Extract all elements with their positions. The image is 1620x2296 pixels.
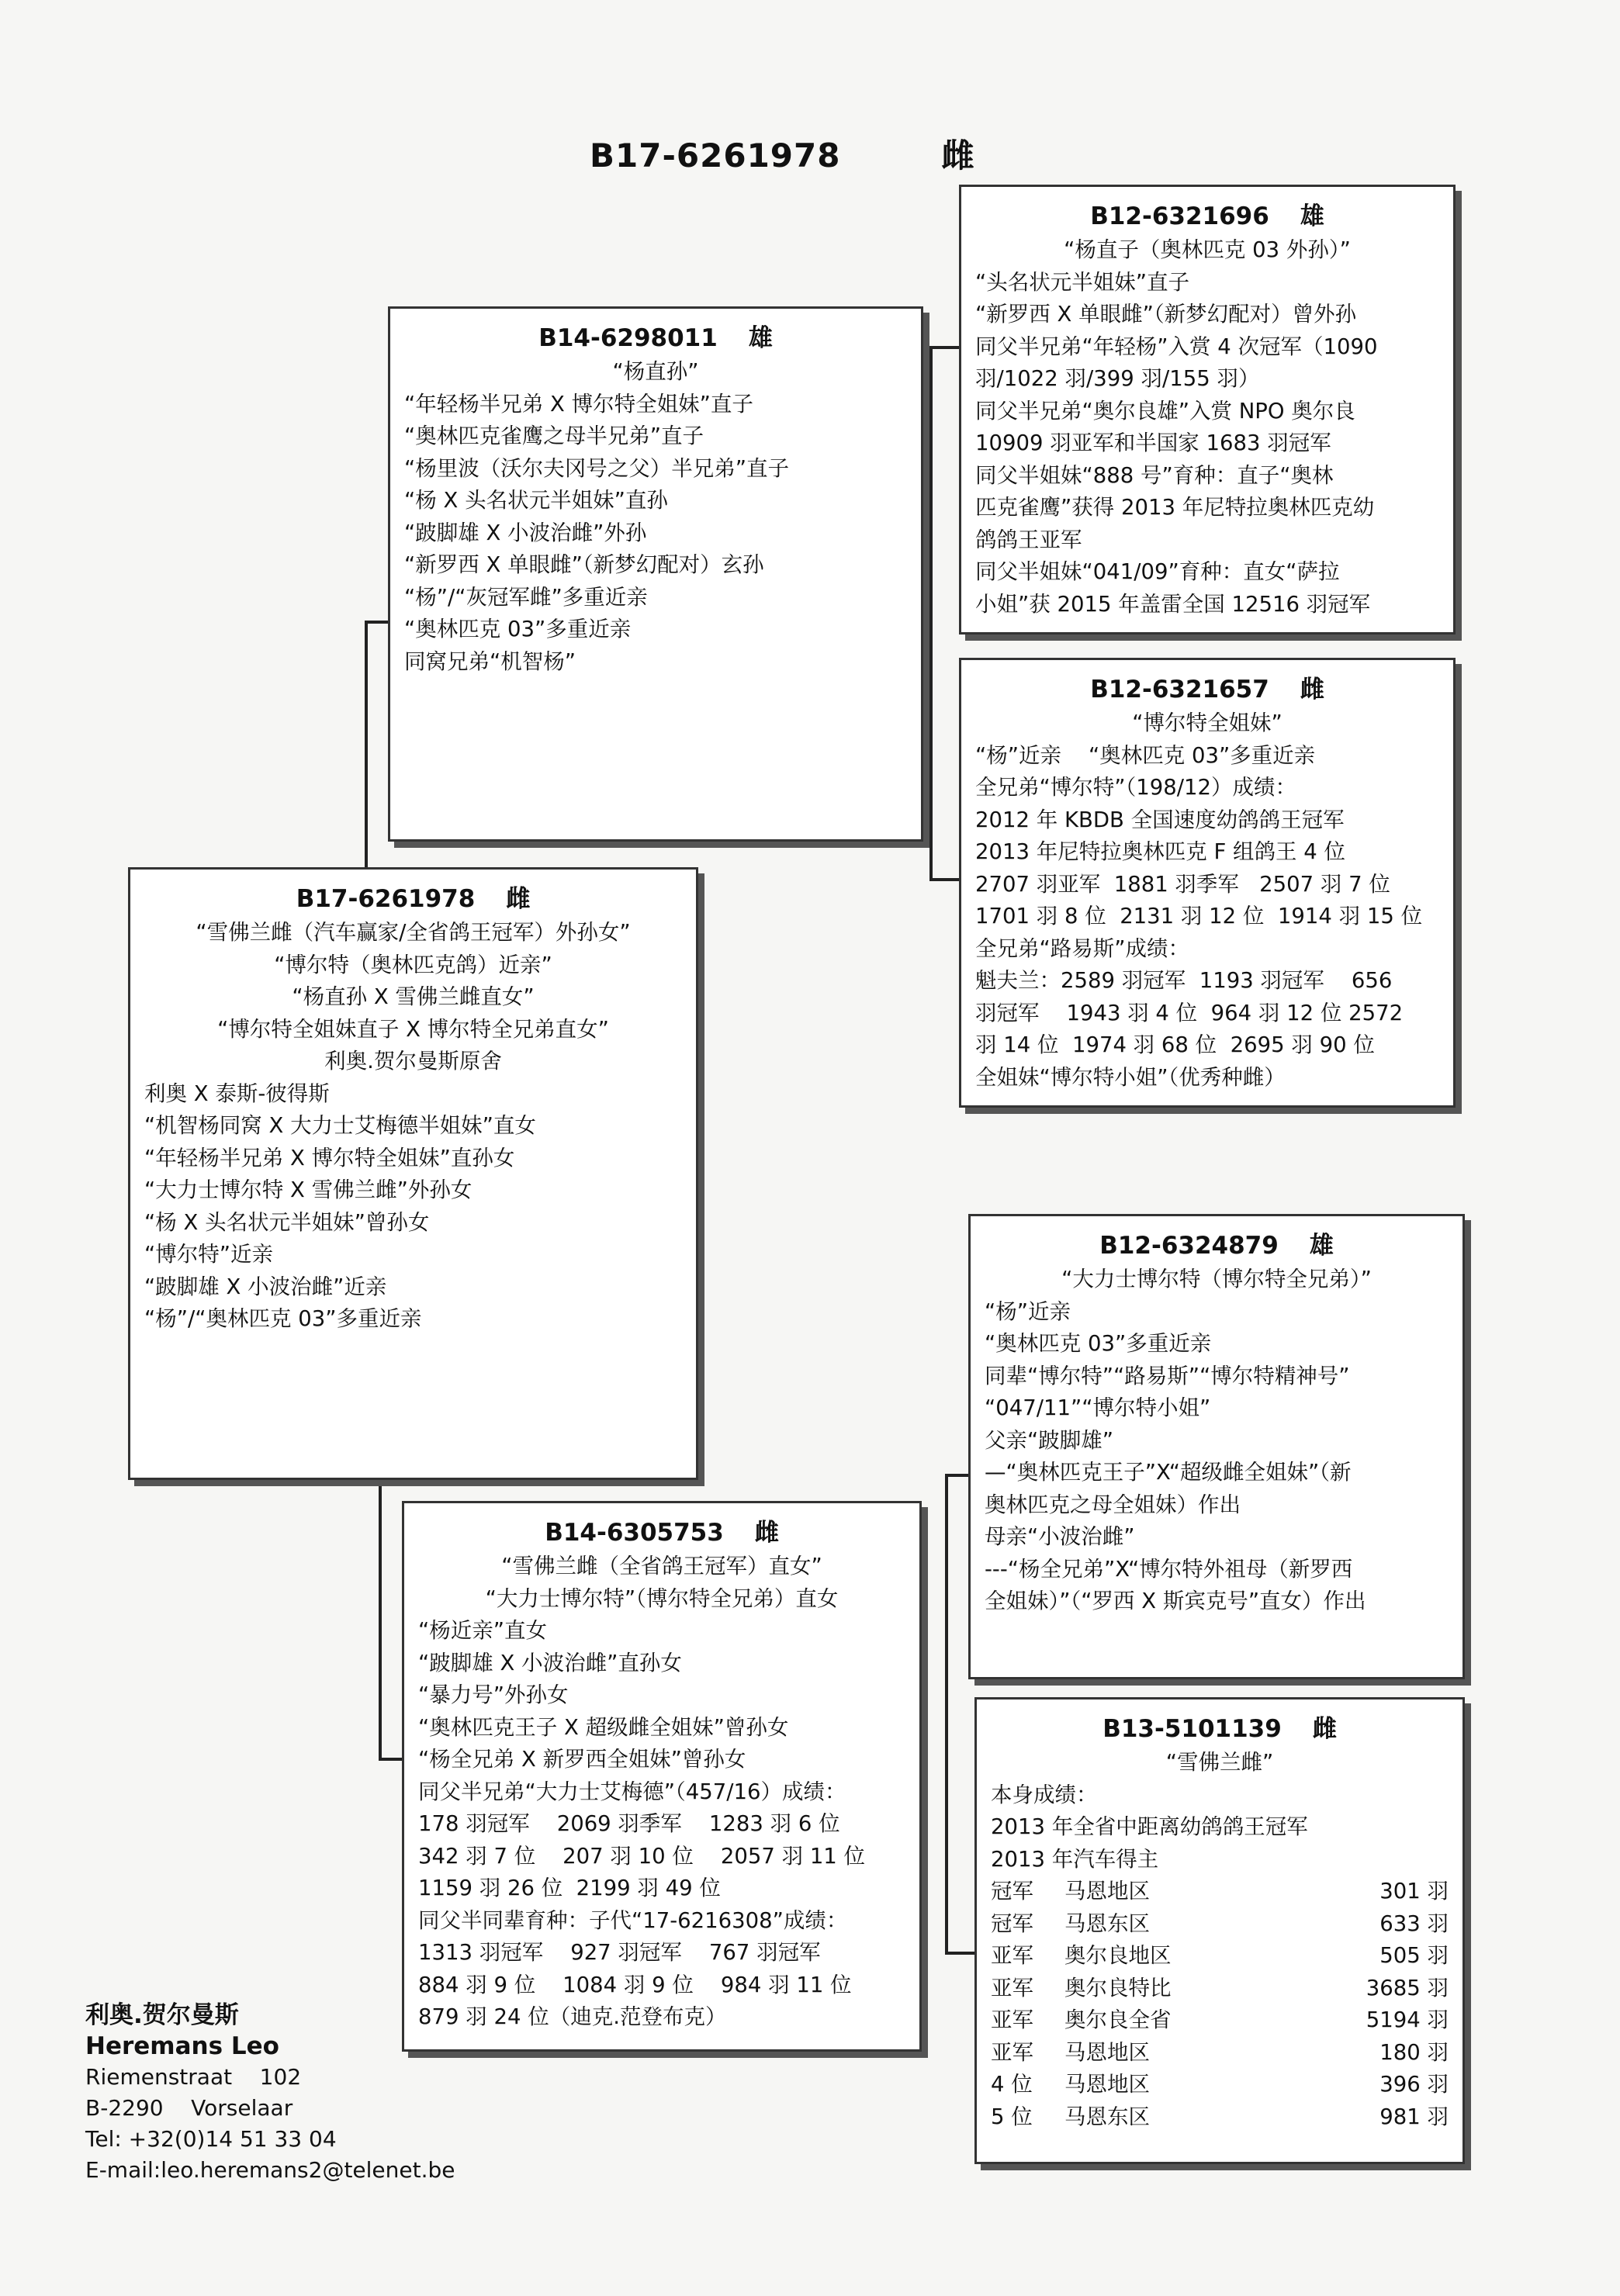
dd-line: 2013 年全省中距离幼鸽鸽王冠军 (991, 1814, 1308, 1839)
ds-header (985, 1226, 1449, 1260)
dd-line: 本身成绩： (991, 1782, 1098, 1807)
main-sex: 雌 (506, 885, 531, 913)
dd-ring: B13-5101139 (1102, 1715, 1282, 1743)
ss-line: 同父半姐妹“041/09”育种：直女“萨拉 (975, 559, 1340, 584)
sd-line: 全兄弟“路易斯”成绩： (975, 935, 1189, 961)
dam-ring: B14-6305753 (545, 1519, 724, 1547)
connector (945, 1474, 948, 1955)
main-line: 利奥 X 泰斯-彼得斯 (144, 1081, 330, 1106)
main-line: “年轻杨半兄弟 X 博尔特全姐妹”直孙女 (144, 1145, 515, 1170)
ss-ring: B12-6321696 (1090, 202, 1269, 230)
dam-line: 1313 羽冠军 927 羽冠军 767 羽冠军 (418, 1940, 821, 1965)
ds-line: 奥林匹克之母全姐妹）作出 (985, 1492, 1241, 1517)
sd-line: 2013 年尼特拉奥林匹克 F 组鸽王 4 位 (975, 839, 1346, 864)
main-line: “杨 X 头名状元半姐妹”曾孙女 (144, 1209, 430, 1235)
phone: Tel: +32(0)14 51 33 04 (85, 2126, 337, 2152)
dam-line: 879 羽 24 位（迪克.范登布克） (418, 2004, 727, 2029)
title-ring: B17-6261978 (590, 137, 841, 175)
dam-sire-box (968, 1214, 1465, 1679)
ds-sex: 雄 (1309, 1232, 1334, 1260)
ss-line: “头名状元半姐妹”直子 (975, 269, 1189, 295)
ds-line: “047/11”“博尔特小姐” (985, 1395, 1211, 1420)
ds-line: 母亲“小波治雌” (985, 1524, 1135, 1549)
dd-header (991, 1709, 1449, 1744)
sd-line: 全姐妹“博尔特小姐”（优秀种雌） (975, 1064, 1286, 1090)
dam-line: 同父半兄弟“大力士艾梅德”（457/16）成绩： (418, 1779, 846, 1804)
ss-line: 同父半兄弟“年轻杨”入赏 4 次冠军（1090 (975, 334, 1378, 359)
main-line: 利奥.贺尔曼斯原舍 (324, 1049, 502, 1074)
dd-result-row: 5 位 马恩东区 981 羽 (991, 2104, 1449, 2129)
ss-line: 10909 羽亚军和半国家 1683 羽冠军 (975, 430, 1331, 455)
main-ring: B17-6261978 (296, 885, 476, 913)
connector (365, 621, 368, 877)
ss-line: 同父半兄弟“奥尔良雄”入赏 NPO 奥尔良 (975, 398, 1355, 424)
sd-sex: 雌 (1300, 676, 1324, 704)
ss-line: 小姐”获 2015 年盖雷全国 12516 羽冠军 (975, 591, 1371, 617)
dd-result-row: 亚军 奥尔良地区 505 羽 (991, 1943, 1449, 1968)
ss-header (975, 196, 1439, 231)
address-street: Riemenstraat 102 (85, 2064, 302, 2090)
dam-line: 342 羽 7 位 207 羽 10 位 2057 羽 11 位 (418, 1843, 866, 1869)
dam-line: “杨全兄弟 X 新罗西全姐妹”曾孙女 (418, 1747, 746, 1772)
ss-line: “杨直子（奥林匹克 03 外孙）” (1064, 237, 1351, 262)
connector (379, 1474, 382, 1761)
ss-line: 匹克雀鹰”获得 2013 年尼特拉奥林匹克幼 (975, 495, 1375, 520)
dam-line: 1159 羽 26 位 2199 羽 49 位 (418, 1876, 721, 1900)
dam-line: 178 羽冠军 2069 羽季军 1283 羽 6 位 (418, 1811, 840, 1836)
main-line: “杨”/“奥林匹克 03”多重近亲 (144, 1306, 422, 1331)
main-header (144, 879, 682, 914)
sire-line: “年轻杨半兄弟 X 博尔特全姐妹”直子 (404, 391, 753, 417)
sire-line: “杨直孙” (612, 359, 699, 384)
main-line: “博尔特（奥林匹克鸽）近亲” (274, 952, 552, 977)
connector (929, 346, 933, 881)
sire-line: “新罗西 X 单眼雌”（新梦幻配对）玄孙 (404, 552, 764, 577)
dam-box (402, 1501, 922, 2052)
connector (945, 1474, 968, 1477)
main-line: “博尔特全姐妹直子 X 博尔特全兄弟直女” (217, 1016, 609, 1042)
connector (379, 1758, 402, 1761)
ds-line: 同辈“博尔特”“路易斯”“博尔特精神号” (985, 1363, 1350, 1388)
page-title (590, 130, 974, 177)
dam-line: 同父半同辈育种：子代“17-6216308”成绩： (418, 1907, 848, 1933)
dd-result-row: 亚军 马恩地区 180 羽 (991, 2039, 1449, 2065)
ss-line: 羽/1022 羽/399 羽/155 羽） (975, 366, 1260, 391)
email: E-mail:leo.heremans2@telenet.be (85, 2157, 455, 2183)
main-line: “大力士博尔特 X 雪佛兰雌”外孙女 (144, 1177, 472, 1202)
sire-ring: B14-6298011 (538, 324, 718, 352)
sire-header (404, 318, 907, 353)
dd-result-row: 4 位 马恩地区 396 羽 (991, 2072, 1449, 2097)
ss-line: 同父半姐妹“888 号”育种：直子“奥林 (975, 462, 1334, 488)
breeder-name-en: Heremans Leo (85, 2032, 279, 2060)
sd-line: 全兄弟“博尔特”（198/12）成绩： (975, 775, 1296, 800)
sd-line: “博尔特全姐妹” (1132, 711, 1282, 735)
sd-line: 1701 羽 8 位 2131 羽 12 位 1914 羽 15 位 (975, 904, 1423, 928)
main-line: “雪佛兰雌（汽车赢家/全省鸽王冠军）外孙女” (196, 920, 631, 945)
dam-line: “大力士博尔特”（博尔特全兄弟）直女 (485, 1585, 839, 1611)
dd-result-row: 亚军 奥尔良特比 3685 羽 (991, 1975, 1449, 2000)
sire-dam-box (959, 658, 1456, 1108)
ds-line: —“奥林匹克王子”X“超级雌全姐妹”（新 (985, 1460, 1352, 1485)
connector (945, 1952, 974, 1955)
sd-line: 2012 年 KBDB 全国速度幼鸽鸽王冠军 (975, 807, 1345, 832)
sire-line: “杨”/“灰冠军雌”多重近亲 (404, 584, 648, 610)
sire-line: “跛脚雄 X 小波治雌”外孙 (404, 520, 647, 545)
dam-line: “雪佛兰雌（全省鸽王冠军）直女” (501, 1554, 822, 1578)
connector (929, 346, 959, 349)
sd-line: 羽冠军 1943 羽 4 位 964 羽 12 位 2572 (975, 1000, 1404, 1025)
dam-line: “杨近亲”直女 (418, 1618, 547, 1643)
dam-line: “暴力号”外孙女 (418, 1682, 569, 1707)
title-sex: 雌 (941, 137, 975, 175)
sire-box (388, 306, 923, 842)
dam-line: 884 羽 9 位 1084 羽 9 位 984 羽 11 位 (418, 1972, 852, 1997)
sd-line: “杨”近亲 “奥林匹克 03”多重近亲 (975, 742, 1316, 768)
ds-line: ---“杨全兄弟”X“博尔特外祖母（新罗西 (985, 1556, 1353, 1582)
sd-line: 2707 羽亚军 1881 羽季军 2507 羽 7 位 (975, 871, 1390, 897)
dam-header (418, 1513, 905, 1547)
dd-result-row: 冠军 马恩东区 633 羽 (991, 1910, 1449, 1936)
dd-line: 2013 年汽车得主 (991, 1846, 1159, 1872)
dd-result-row: 亚军 奥尔良全省 5194 羽 (991, 2007, 1449, 2032)
dd-name: “雪佛兰雌” (1165, 1750, 1274, 1775)
sd-line: 羽 14 位 1974 羽 68 位 2695 羽 90 位 (975, 1032, 1375, 1057)
sd-ring: B12-6321657 (1090, 676, 1269, 704)
connector (929, 878, 959, 881)
contact-block (85, 2000, 455, 2186)
sire-line: “杨 X 头名状元半姐妹”直孙 (404, 488, 668, 513)
dam-line: “奥林匹克王子 X 超级雌全姐妹”曾孙女 (418, 1714, 789, 1740)
ss-sex: 雄 (1300, 202, 1324, 230)
main-line: “博尔特”近亲 (144, 1242, 273, 1267)
dam-dam-box (974, 1697, 1465, 2164)
ss-line: “新罗西 X 单眼雌”（新梦幻配对）曾外孙 (975, 302, 1357, 327)
sire-line: 同窝兄弟“机智杨” (404, 648, 576, 674)
sire-line: “杨里波（沃尔夫冈号之父）半兄弟”直子 (404, 455, 789, 481)
sire-sire-box (959, 185, 1456, 635)
ds-line: “大力士博尔特（博尔特全兄弟）” (1061, 1267, 1372, 1292)
ds-line: 全姐妹）”（“罗西 X 斯宾克号”直女）作出 (985, 1589, 1366, 1613)
main-bird-box (128, 867, 698, 1480)
ss-line: 鸽鸽王亚军 (975, 527, 1082, 552)
main-line: “跛脚雄 X 小波治雌”近亲 (144, 1274, 387, 1299)
dd-result-row: 冠军 马恩地区 301 羽 (991, 1879, 1449, 1904)
sd-header (975, 669, 1439, 704)
main-line: “杨直孙 X 雪佛兰雌直女” (292, 984, 535, 1009)
sire-line: “奥林匹克 03”多重近亲 (404, 617, 632, 641)
breeder-name-cn: 利奥.贺尔曼斯 (85, 2001, 239, 2029)
sd-line: 魁夫兰：2589 羽冠军 1193 羽冠军 656 (975, 968, 1393, 993)
ds-line: 父亲“跛脚雄” (985, 1427, 1113, 1453)
ds-line: “奥林匹克 03”多重近亲 (985, 1331, 1212, 1356)
sire-line: “奥林匹克雀鹰之母半兄弟”直子 (404, 424, 704, 448)
main-line: “机智杨同窝 X 大力士艾梅德半姐妹”直女 (144, 1113, 536, 1138)
ds-ring: B12-6324879 (1099, 1232, 1279, 1260)
dam-sex: 雌 (754, 1519, 779, 1547)
sire-sex: 雄 (748, 324, 773, 352)
dam-line: “跛脚雄 X 小波治雌”直孙女 (418, 1650, 682, 1675)
address-city: B-2290 Vorselaar (85, 2095, 293, 2121)
ds-line: “杨”近亲 (985, 1298, 1071, 1324)
dd-sex: 雌 (1312, 1715, 1337, 1743)
connector (365, 621, 388, 624)
